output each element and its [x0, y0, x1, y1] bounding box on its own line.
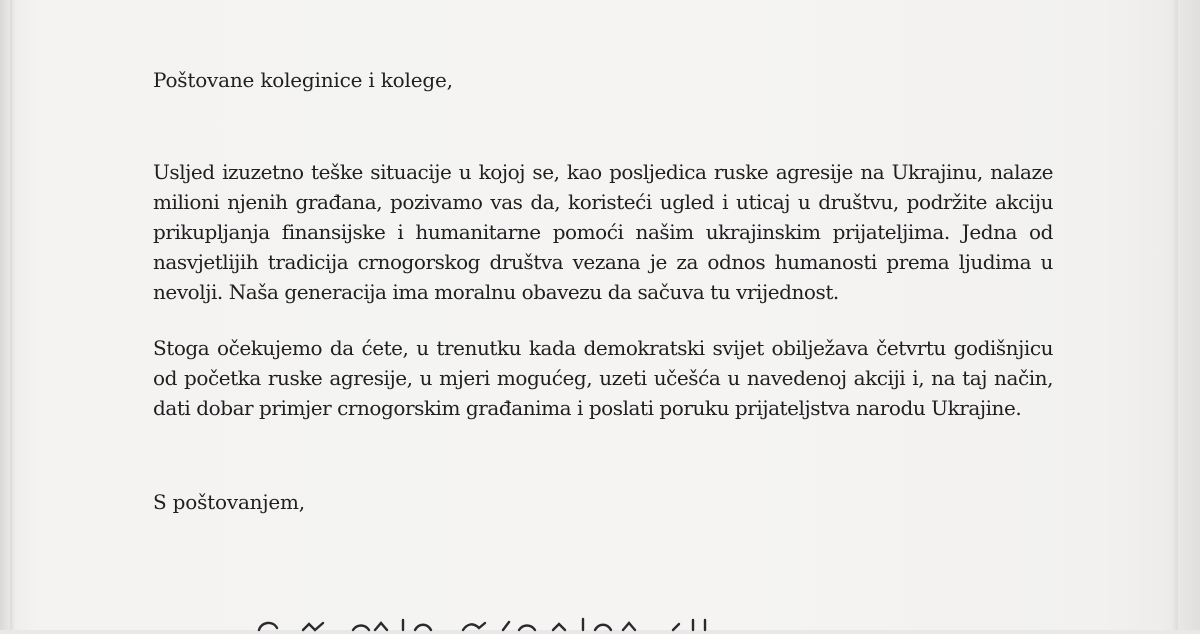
paper-edge-shadow-left — [10, 0, 16, 630]
paragraph-line: Usljed izuzetno teške situacije u kojoj se, kao posljedica ruske agresije na Ukrajinu, nalaze — [153, 160, 1053, 184]
paragraph-line: milioni njenih građana, pozivamo vas da, koristeći ugled i uticaj u društvu, podržite akciju — [153, 190, 1053, 214]
paper-edge-shadow-right — [1172, 0, 1178, 630]
paragraph-line: prikupljanja finansijske i humanitarne pomoći našim ukrajinskim prijateljima. Jedna od — [153, 220, 1053, 244]
paragraph-line: Stoga očekujemo da ćete, u trenutku kada demokratski svijet obilježava četvrtu godišnjicu — [153, 336, 1053, 360]
cut-off-text-strokes — [253, 614, 733, 634]
letter-page — [153, 0, 1053, 630]
letter-salutation: Poštovane koleginice i kolege, — [153, 68, 453, 92]
letter-closing: S poštovanjem, — [153, 490, 305, 514]
paragraph-line: dati dobar primjer crnogorskim građanima i poslati poruku prijateljstva narodu Ukrajine. — [153, 396, 1022, 420]
letter-paragraph-2 — [153, 333, 1053, 423]
paragraph-line: nevolji. Naša generacija ima moralnu obavezu da sačuva tu vrijednost. — [153, 280, 839, 304]
paragraph-line: nasvjetlijih tradicija crnogorskog društva vezana je za odnos humanosti prema ljudima u — [153, 250, 1053, 274]
letter-paragraph-1 — [153, 157, 1053, 307]
cut-off-text-fragment — [253, 614, 733, 634]
paragraph-line: od početka ruske agresije, u mjeri mogućeg, uzeti učešća u navedenoj akciji i, na taj način, — [153, 366, 1053, 390]
